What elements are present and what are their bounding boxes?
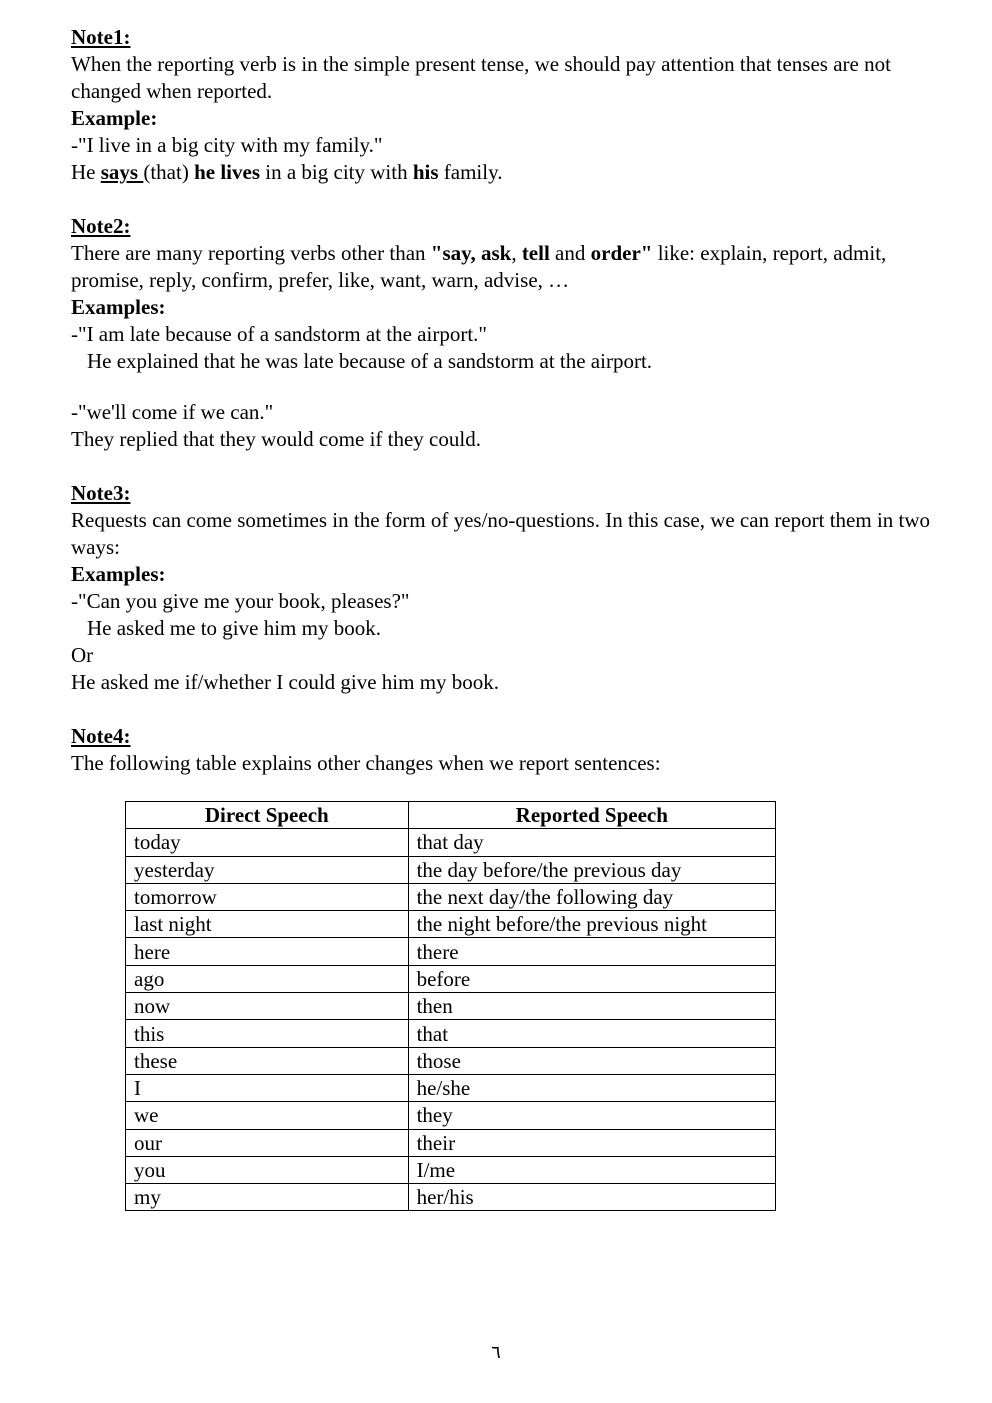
note1-quote: -"I live in a big city with my family." bbox=[71, 133, 383, 157]
spacer bbox=[71, 186, 956, 213]
reported-speech-cell: those bbox=[408, 1047, 775, 1074]
reported-speech-cell: that day bbox=[408, 829, 775, 856]
bold-text: tell bbox=[521, 241, 550, 265]
text-run: , bbox=[511, 241, 522, 265]
spacer bbox=[71, 375, 956, 399]
note3-heading: Note3: bbox=[71, 481, 131, 505]
text-run: (that) bbox=[143, 160, 195, 184]
direct-speech-cell: our bbox=[126, 1129, 409, 1156]
direct-speech-cell: today bbox=[126, 829, 409, 856]
direct-speech-cell: this bbox=[126, 1020, 409, 1047]
reported-speech-cell: there bbox=[408, 938, 775, 965]
bold-text: he lives bbox=[194, 160, 261, 184]
table-row bbox=[126, 911, 776, 938]
note3-reported1: He asked me to give him my book. bbox=[87, 616, 381, 640]
reported-speech-cell: I/me bbox=[408, 1156, 775, 1183]
direct-speech-cell: I bbox=[126, 1074, 409, 1101]
direct-speech-cell: we bbox=[126, 1102, 409, 1129]
text-run: in a big city with bbox=[260, 160, 413, 184]
note3-reported2: He asked me if/whether I could give him my book. bbox=[71, 670, 500, 694]
document-page bbox=[71, 24, 956, 777]
table-row bbox=[126, 1020, 776, 1047]
table-row bbox=[126, 1074, 776, 1101]
direct-speech-cell: these bbox=[126, 1047, 409, 1074]
speech-changes-table bbox=[125, 801, 776, 1211]
direct-speech-cell: ago bbox=[126, 965, 409, 992]
note3-quote: -"Can you give me your book, pleases?" bbox=[71, 589, 410, 613]
direct-speech-cell: last night bbox=[126, 911, 409, 938]
bold-underlined-verb: says bbox=[100, 160, 144, 184]
direct-speech-cell: now bbox=[126, 993, 409, 1020]
table-row bbox=[126, 1047, 776, 1074]
reported-speech-cell: the next day/the following day bbox=[408, 883, 775, 910]
table-row bbox=[126, 965, 776, 992]
direct-speech-cell: tomorrow bbox=[126, 883, 409, 910]
note3-or: Or bbox=[71, 643, 94, 667]
table-row bbox=[126, 856, 776, 883]
note2-examples-label: Examples: bbox=[71, 295, 166, 319]
note1-example-label: Example: bbox=[71, 106, 158, 130]
table-row bbox=[126, 993, 776, 1020]
note2-example2-reported: They replied that they would come if they could. bbox=[71, 427, 481, 451]
text-run: like: explain, report, admit, promise, reply, confirm, prefer, like, want, warn, advise, … bbox=[71, 241, 887, 292]
header-reported-speech: Reported Speech bbox=[408, 802, 775, 829]
direct-speech-cell: yesterday bbox=[126, 856, 409, 883]
note2-text bbox=[71, 240, 956, 294]
table-row bbox=[126, 829, 776, 856]
note4-text: The following table explains other changes when we report sentences: bbox=[71, 751, 661, 775]
table-row bbox=[126, 1129, 776, 1156]
spacer bbox=[71, 453, 956, 480]
note2-example1-quote: -"I am late because of a sandstorm at the airport." bbox=[71, 322, 487, 346]
table-row bbox=[126, 938, 776, 965]
reported-speech-cell: the day before/the previous day bbox=[408, 856, 775, 883]
reported-speech-cell: before bbox=[408, 965, 775, 992]
table-body bbox=[126, 829, 776, 1211]
text-run: and bbox=[549, 241, 591, 265]
note2-example1-reported: He explained that he was late because of a sandstorm at the airport. bbox=[87, 349, 653, 373]
note3-examples-label: Examples: bbox=[71, 562, 166, 586]
reported-speech-cell: their bbox=[408, 1129, 775, 1156]
direct-speech-cell: here bbox=[126, 938, 409, 965]
reported-speech-cell: the night before/the previous night bbox=[408, 911, 775, 938]
note1-reported bbox=[71, 159, 956, 186]
note1-heading: Note1: bbox=[71, 25, 131, 49]
page-number: ٦ bbox=[491, 1342, 501, 1362]
table-row bbox=[126, 883, 776, 910]
text-run: He bbox=[71, 160, 101, 184]
reported-speech-cell: they bbox=[408, 1102, 775, 1129]
note3-text: Requests can come sometimes in the form of yes/no-questions. In this case, we can report them in two ways: bbox=[71, 508, 931, 559]
spacer bbox=[71, 696, 956, 723]
table-row bbox=[126, 1184, 776, 1211]
note2-heading: Note2: bbox=[71, 214, 131, 238]
text-run: family. bbox=[438, 160, 503, 184]
reported-speech-cell: that bbox=[408, 1020, 775, 1047]
bold-text: "say, ask bbox=[430, 241, 512, 265]
note1-text: When the reporting verb is in the simple present tense, we should pay attention that tenses are not changed when reported. bbox=[71, 52, 891, 103]
reported-speech-cell: he/she bbox=[408, 1074, 775, 1101]
direct-speech-cell: my bbox=[126, 1184, 409, 1211]
bold-text: order" bbox=[590, 241, 653, 265]
header-direct-speech: Direct Speech bbox=[126, 802, 409, 829]
note2-example2-quote: -"we'll come if we can." bbox=[71, 400, 274, 424]
text-run: There are many reporting verbs other than bbox=[71, 241, 431, 265]
table-row bbox=[126, 1102, 776, 1129]
direct-speech-cell: you bbox=[126, 1156, 409, 1183]
note4-heading: Note4: bbox=[71, 724, 131, 748]
table-header-row bbox=[126, 802, 776, 829]
reported-speech-cell: then bbox=[408, 993, 775, 1020]
table-row bbox=[126, 1156, 776, 1183]
reported-speech-cell: her/his bbox=[408, 1184, 775, 1211]
bold-text: his bbox=[412, 160, 439, 184]
